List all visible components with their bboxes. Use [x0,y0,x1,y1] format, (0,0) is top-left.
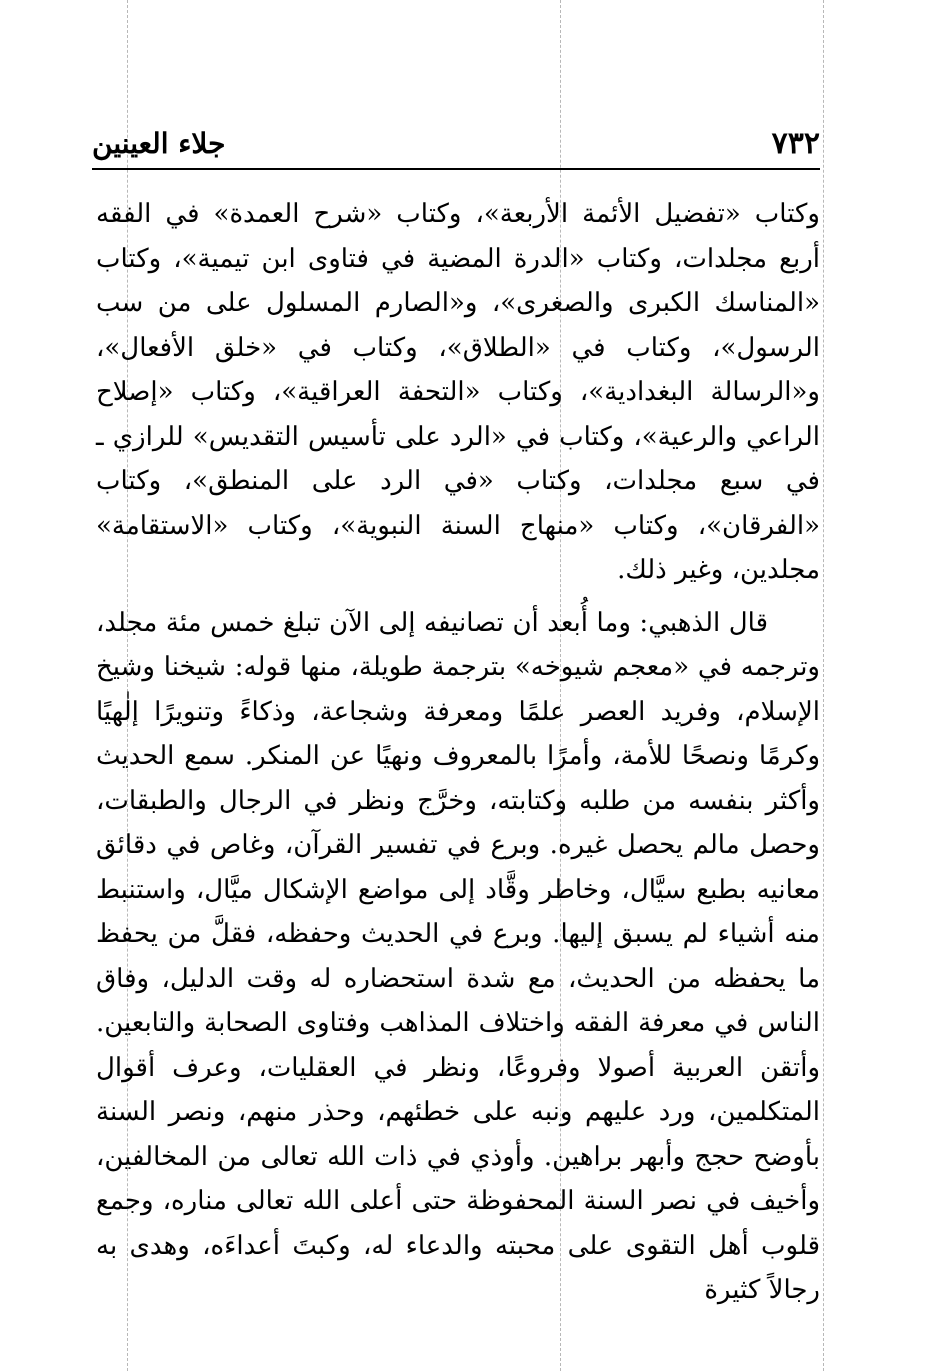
paragraph-dhahabi-quote: قال الذهبي: وما أُبعد أن تصانيفه إلى الآن تبلغ خمس مئة مجلد، وترجمه في «معجم شيوخه» بترجمة طويلة، منها قوله: شيخنا وشيخ الإسلام، وفريد العصر علمًا ومعرفة وشجاعة، وذكاءً وتنويرًا إلٰهيًا وكرمًا ونصحًا للأمة، وأمرًا بالمعروف ونهيًا عن المنكر. سمع الحديث وأكثر بنفسه من طلبه وكتابته، وخرَّج ونظر في الرجال والطبقات، وحصل مالم يحصل غيره. وبرع في تفسير القرآن، وغاص في دقائق معانيه بطبع سيَّال، وخاطر وقَّاد إلى مواضع الإشكال ميَّال، واستنبط منه أشياء لم يسبق إليها. وبرع في الحديث وحفظه، فقلَّ من يحفظ ما يحفظه من الحديث، مع شدة استحضاره له وقت الدليل، وفاق الناس في معرفة الفقه واختلاف المذاهب وفتاوى الصحابة والتابعين. وأتقن العربية أصولا وفروعًا، ونظر في العقليات، وعرف أقوال المتكلمين، ورد عليهم ونبه على خطئهم، وحذر منهم، ونصر السنة بأوضح حجج وأبهر براهين. وأوذي في ذات الله تعالى من المخالفين، وأخيف في نصر السنة المحفوظة حتى أعلى الله تعالى مناره، وجمع قلوب أهل التقوى على محبته والدعاء له، وكبتَ أعداءَه، وهدى به رجالاً كثيرة [96,607,820,1305]
header-divider [92,168,820,170]
book-title: جلاء العينين [92,127,226,160]
running-header [92,120,820,168]
scan-guide-line [823,0,824,1371]
paragraph-book-list: وكتاب «تفضيل الأئمة الأربعة»، وكتاب «شرح العمدة» في الفقه أربع مجلدات، وكتاب «الدرة المضية في فتاوى ابن تيمية»، وكتاب «المناسك الكبرى والصغرى»، و«الصارم المسلول على من سب الرسول»، وكتاب في «الطلاق»، وكتاب في «خلق الأفعال»، و«الرسالة البغدادية»، وكتاب «التحفة العراقية»، وكتاب «إصلاح الراعي والرعية»، وكتاب في «الرد على تأسيس التقديس» للرازي ـ في سبع مجلدات، وكتاب «في الرد على المنطق»، وكتاب «الفرقان»، وكتاب «منهاج السنة النبوية»، وكتاب «الاستقامة» مجلدين، وغير ذلك. [96,199,820,585]
page-body [96,192,820,1313]
page-number: ٧٣٢ [771,126,820,161]
